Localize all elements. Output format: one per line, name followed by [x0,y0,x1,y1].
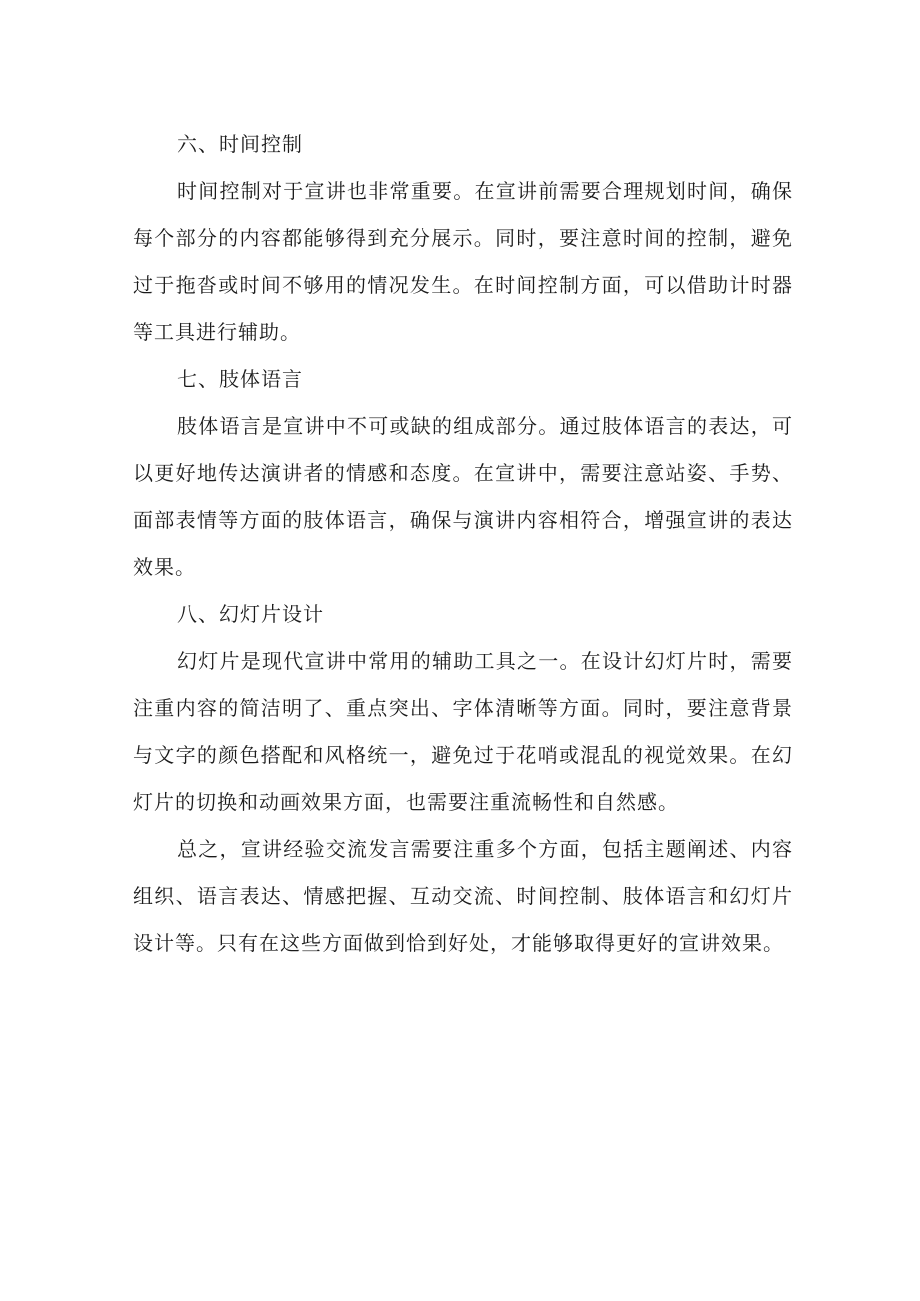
document-body [133,121,793,967]
section-heading-time-control: 六、时间控制 [177,132,303,156]
section-paragraph-time-control: 时间控制对于宣讲也非常重要。在宣讲前需要合理规划时间，确保每个部分的内容都能够得到充分展示。同时，要注意时间的控制，避免过于拖沓或时间不够用的情况发生。在时间控制方面，可以借助计时器等工具进行辅助。 [133,179,793,344]
section-heading-body-language: 七、肢体语言 [177,367,303,391]
conclusion-paragraph: 总之，宣讲经验交流发言需要注重多个方面，包括主题阐述、内容组织、语言表达、情感把握、互动交流、时间控制、肢体语言和幻灯片设计等。只有在这些方面做到恰到好处，才能够取得更好的宣讲效果。 [133,837,793,955]
section-paragraph-slide-design: 幻灯片是现代宣讲中常用的辅助工具之一。在设计幻灯片时，需要注重内容的简洁明了、重点突出、字体清晰等方面。同时，要注意背景与文字的颜色搭配和风格统一，避免过于花哨或混乱的视觉效果。在幻灯片的切换和动画效果方面，也需要注重流畅性和自然感。 [133,649,793,814]
section-heading-slide-design: 八、幻灯片设计 [177,602,324,626]
section-paragraph-body-language: 肢体语言是宣讲中不可或缺的组成部分。通过肢体语言的表达，可以更好地传达演讲者的情感和态度。在宣讲中，需要注意站姿、手势、面部表情等方面的肢体语言，确保与演讲内容相符合，增强宣讲的表达效果。 [133,414,793,579]
